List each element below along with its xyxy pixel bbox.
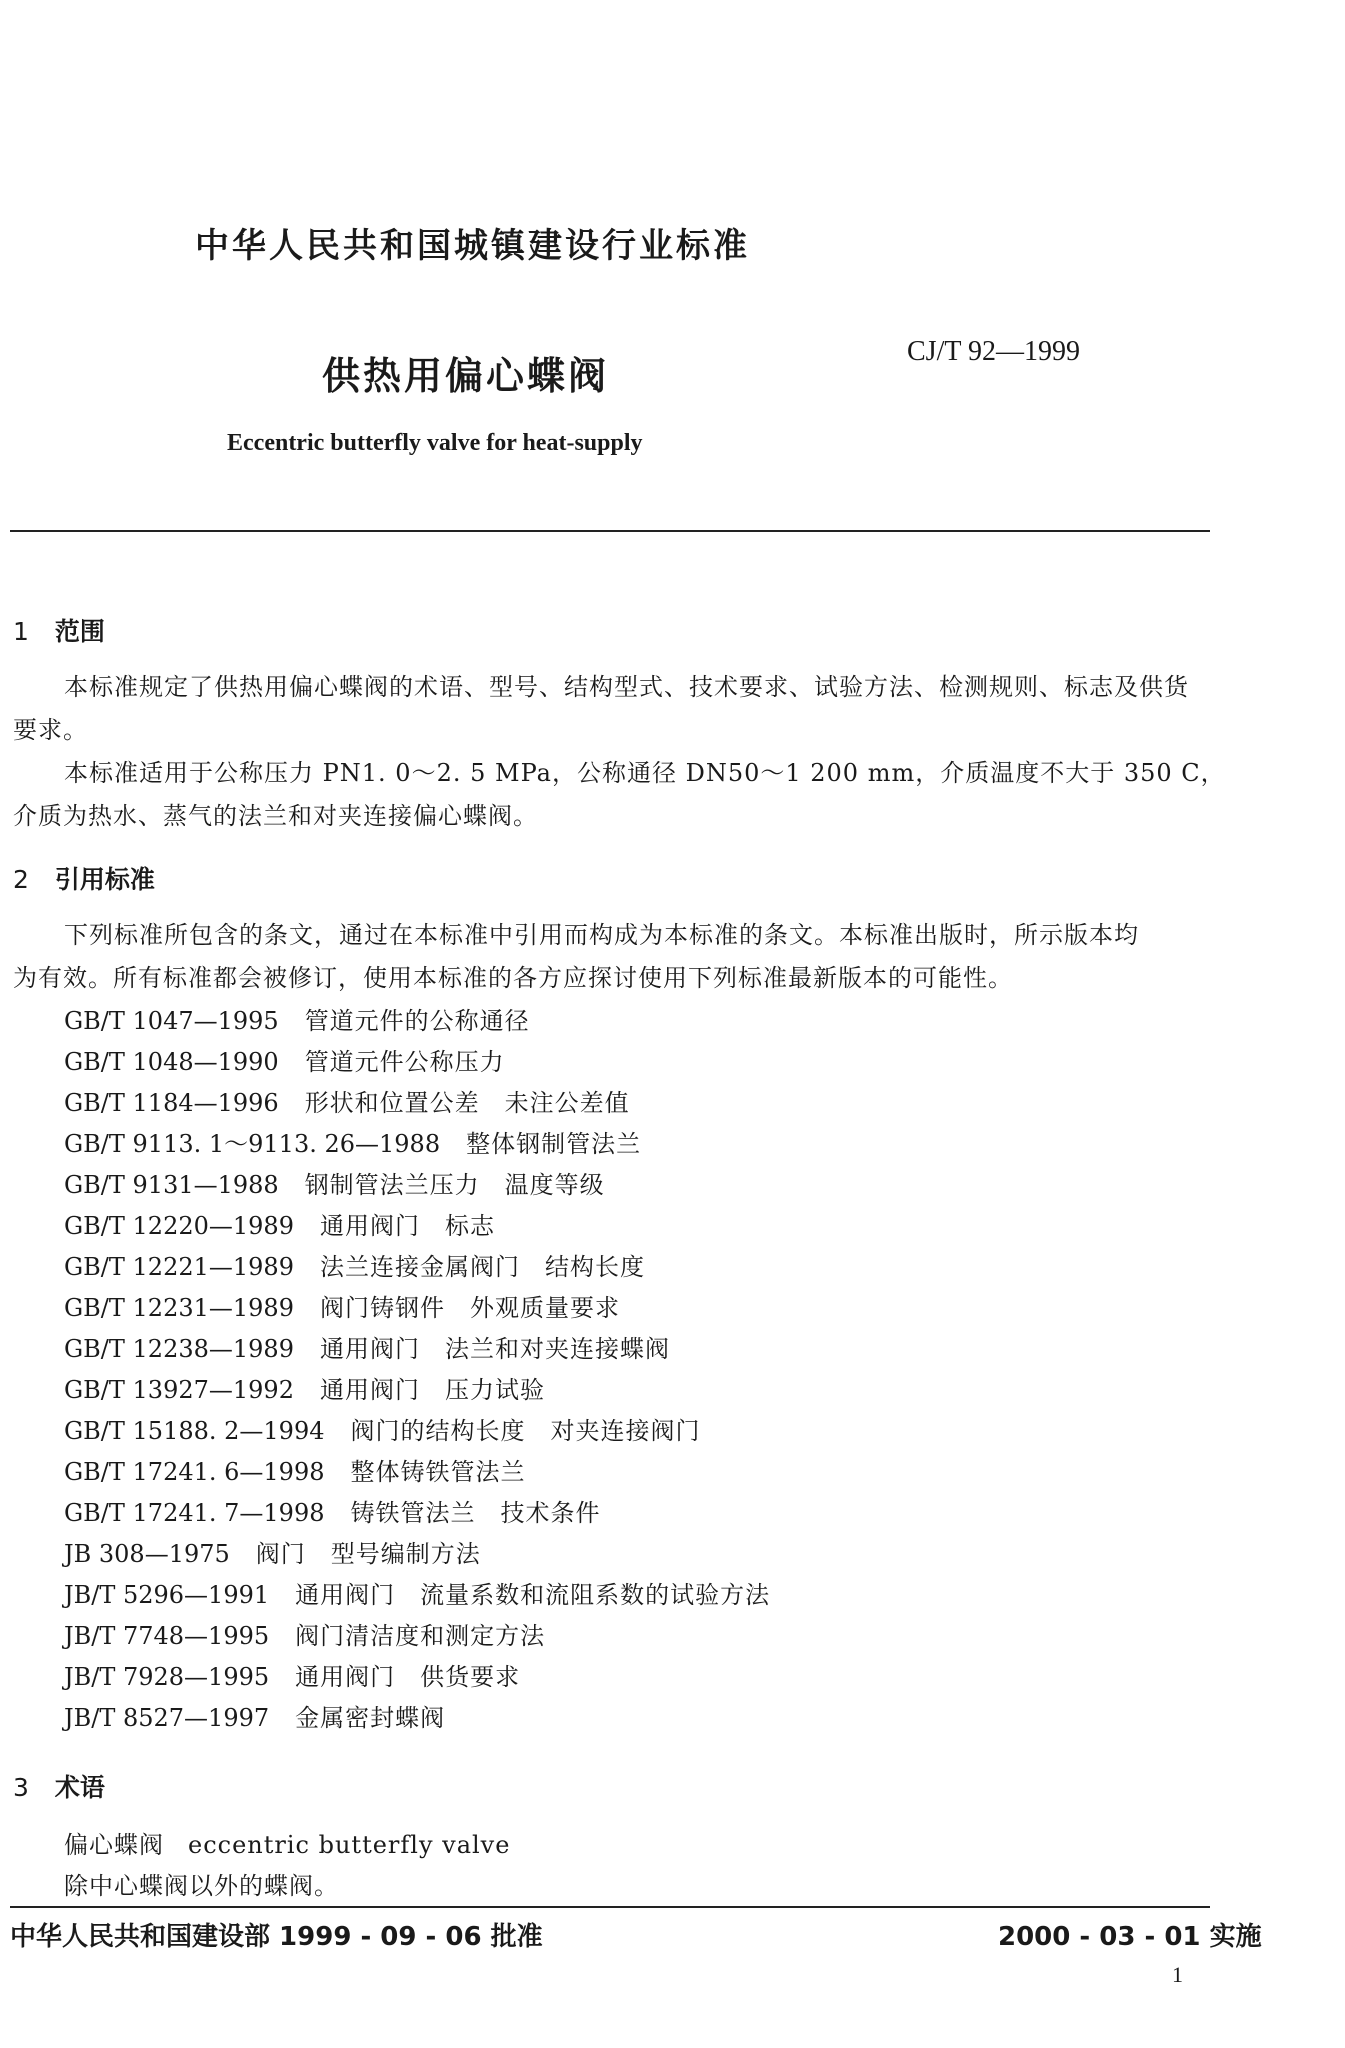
term-definition: 除中心蝶阀以外的蝶阀。 xyxy=(64,1872,339,1900)
term-line xyxy=(64,1825,510,1860)
reference-item xyxy=(64,1657,520,1692)
reference-name: 形状和位置公差 未注公差值 xyxy=(304,1089,630,1117)
reference-name: 通用阀门 压力试验 xyxy=(319,1376,545,1404)
reference-item xyxy=(64,1616,545,1651)
footer-divider xyxy=(10,1906,1210,1908)
section-1-para-2-line-2: 介质为热水、蒸气的法兰和对夹连接偏心蝶阀。 xyxy=(13,802,538,830)
section-3-title: 术语 xyxy=(54,1773,105,1802)
section-2-para-line-2: 为有效。所有标准都会被修订，使用本标准的各方应探讨使用下列标准最新版本的可能性。 xyxy=(13,964,1013,992)
reference-item xyxy=(64,1329,670,1364)
reference-name: 阀门铸钢件 外观质量要求 xyxy=(319,1294,620,1322)
reference-code: GB/T 17241. 7—1998 xyxy=(64,1499,325,1527)
reference-item xyxy=(64,1493,600,1528)
reference-item xyxy=(64,1370,545,1405)
reference-code: GB/T 9131—1988 xyxy=(64,1171,279,1199)
reference-name: 管道元件的公称通径 xyxy=(304,1007,530,1035)
reference-code: JB/T 8527—1997 xyxy=(64,1704,270,1732)
reference-item xyxy=(64,1575,770,1610)
reference-name: 铸铁管法兰 技术条件 xyxy=(350,1499,601,1527)
reference-code: GB/T 12238—1989 xyxy=(64,1335,294,1363)
reference-code: GB/T 17241. 6—1998 xyxy=(64,1458,325,1486)
reference-name: 通用阀门 标志 xyxy=(319,1212,495,1240)
standard-code: CJ/T 92—1999 xyxy=(907,336,1080,367)
reference-name: 整体钢制管法兰 xyxy=(466,1130,642,1158)
reference-code: GB/T 12231—1989 xyxy=(64,1294,294,1322)
reference-code: GB/T 9113. 1～9113. 26—1988 xyxy=(64,1130,441,1158)
section-1-para-1-line-1: 本标准规定了供热用偏心蝶阀的术语、型号、结构型式、技术要求、试验方法、检测规则、标志及供货 xyxy=(64,673,1189,701)
section-1-para-2-line-1: 本标准适用于公称压力 PN1. 0～2. 5 MPa，公称通径 DN50～1 200 mm，介质温度不大于 350 C， xyxy=(64,759,1226,787)
reference-name: 通用阀门 供货要求 xyxy=(295,1663,521,1691)
reference-name: 阀门的结构长度 对夹连接阀门 xyxy=(350,1417,701,1445)
reference-item xyxy=(64,1206,495,1241)
reference-name: 通用阀门 法兰和对夹连接蝶阀 xyxy=(319,1335,670,1363)
reference-name: 钢制管法兰压力 温度等级 xyxy=(304,1171,605,1199)
reference-item xyxy=(64,1698,445,1733)
approval-line: 中华人民共和国建设部 1999 - 09 - 06 批准 xyxy=(10,1922,543,1952)
reference-name: 法兰连接金属阀门 结构长度 xyxy=(319,1253,645,1281)
section-2-title: 引用标准 xyxy=(54,865,155,894)
section-2-number: 2 xyxy=(13,865,29,894)
reference-code: JB 308—1975 xyxy=(64,1540,230,1568)
section-2-para-line-1: 下列标准所包含的条文，通过在本标准中引用而构成为本标准的条文。本标准出版时，所示版本均 xyxy=(64,921,1139,949)
section-3-heading xyxy=(13,1768,105,1804)
section-2-heading xyxy=(13,860,155,896)
reference-name: 管道元件公称压力 xyxy=(304,1048,505,1076)
reference-code: GB/T 13927—1992 xyxy=(64,1376,294,1404)
reference-item xyxy=(64,1247,645,1282)
reference-code: GB/T 1047—1995 xyxy=(64,1007,279,1035)
effective-date: 2000 - 03 - 01 实施 xyxy=(998,1922,1262,1952)
reference-code: GB/T 12221—1989 xyxy=(64,1253,294,1281)
reference-name: 阀门 型号编制方法 xyxy=(255,1540,481,1568)
reference-item xyxy=(64,1288,620,1323)
reference-name: 金属密封蝶阀 xyxy=(295,1704,446,1732)
reference-code: GB/T 1048—1990 xyxy=(64,1048,279,1076)
section-1-heading xyxy=(13,612,105,648)
reference-code: GB/T 12220—1989 xyxy=(64,1212,294,1240)
section-1-para-1-line-2: 要求。 xyxy=(13,716,88,744)
section-1-number: 1 xyxy=(13,617,29,646)
reference-item xyxy=(64,1001,530,1036)
issuing-agency: 中华人民共和国城镇建设行业标准 xyxy=(195,226,750,266)
reference-item xyxy=(64,1411,700,1446)
reference-item xyxy=(64,1452,525,1487)
reference-item xyxy=(64,1165,605,1200)
reference-code: GB/T 1184—1996 xyxy=(64,1089,279,1117)
reference-code: JB/T 7928—1995 xyxy=(64,1663,270,1691)
reference-code: GB/T 15188. 2—1994 xyxy=(64,1417,325,1445)
english-title: Eccentric butterfly valve for heat-supply xyxy=(227,430,643,456)
reference-item xyxy=(64,1124,641,1159)
reference-item xyxy=(64,1534,481,1569)
reference-code: JB/T 5296—1991 xyxy=(64,1581,270,1609)
reference-name: 整体铸铁管法兰 xyxy=(350,1458,526,1486)
reference-name: 通用阀门 流量系数和流阻系数的试验方法 xyxy=(295,1581,771,1609)
section-1-title: 范围 xyxy=(54,617,105,646)
term-chinese: 偏心蝶阀 xyxy=(64,1831,164,1859)
reference-item xyxy=(64,1042,505,1077)
reference-code: JB/T 7748—1995 xyxy=(64,1622,270,1650)
page-title: 供热用偏心蝶阀 xyxy=(322,354,610,398)
section-3-number: 3 xyxy=(13,1773,29,1802)
term-english: eccentric butterfly valve xyxy=(188,1831,511,1859)
reference-item xyxy=(64,1083,630,1118)
header-divider xyxy=(10,530,1210,532)
reference-name: 阀门清洁度和测定方法 xyxy=(295,1622,546,1650)
page-number: 1 xyxy=(1172,1962,1183,1987)
